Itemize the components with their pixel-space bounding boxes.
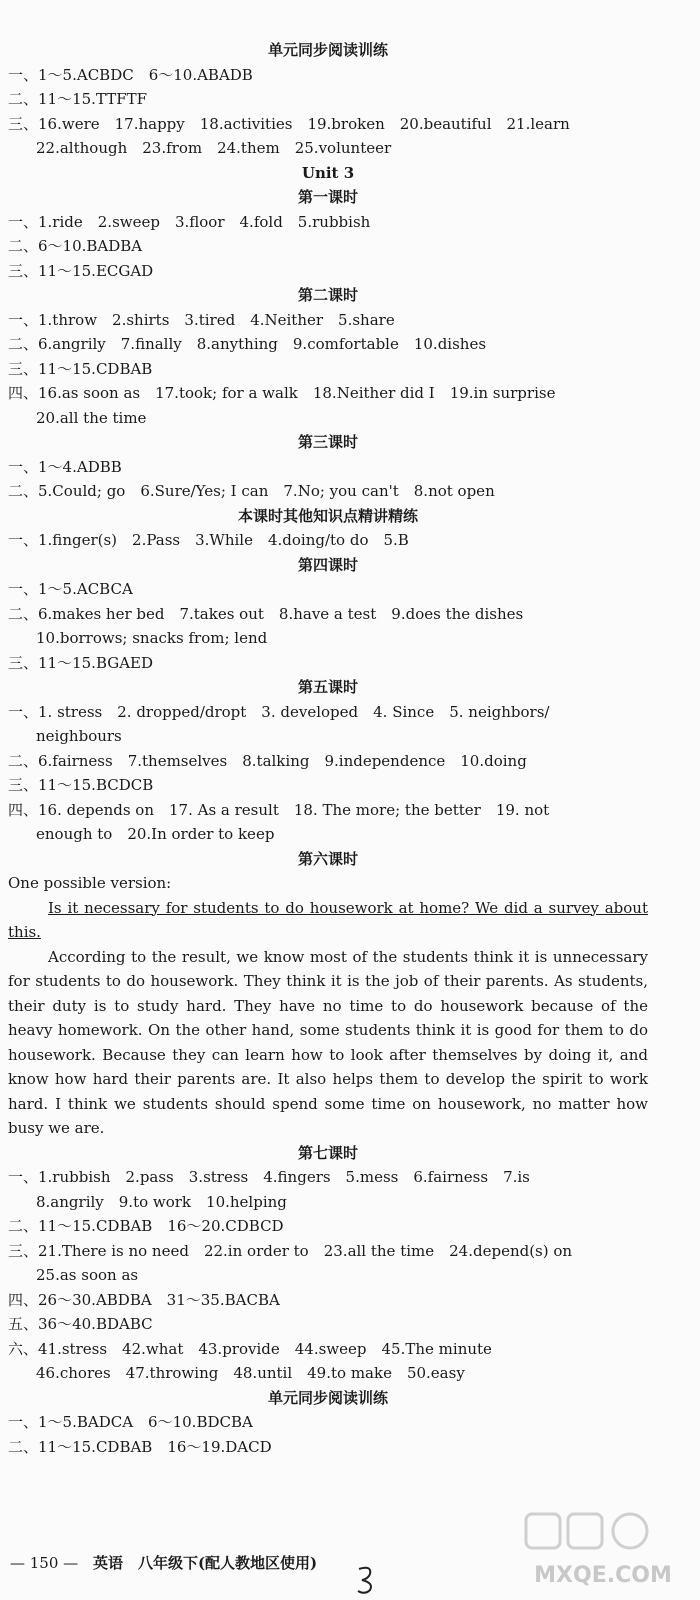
answer-line: 一、1～4.ADBB — [8, 457, 122, 476]
watermark — [518, 1510, 688, 1594]
answer-line: 三、16.were 17.happy 18.activities 19.broken 20.beautiful 21.learn — [8, 114, 570, 133]
section-title: 单元同步阅读训练 — [267, 1388, 388, 1407]
answer-line: 二、6～10.BADBA — [8, 237, 143, 255]
essay-paragraph: According to the result, we know most of the students think it is unnecessary for students to do housework. They think it is the job of their parents. As students, their duty is to study hard. They have no time to do housework because of the heavy homework. On the other hand, some students think it is good for them to do housework. Because they can learn how to look after themselves by doing it, and know how hard their parents are. It also helps them to develop the spirit to work hard. I think we students should spend some time on housework, no matter how busy we are. — [8, 947, 648, 1137]
answer-line: 20.all the time — [36, 408, 147, 427]
answer-line: 46.chores 47.throwing 48.until 49.to make 50.easy — [36, 1364, 465, 1382]
handwritten-mark — [356, 1565, 376, 1599]
answer-line: 10.borrows; snacks from; lend — [36, 629, 268, 647]
answer-line: 一、1～5.ACBCA — [8, 580, 133, 598]
answer-line: 一、1.ride 2.sweep 3.floor 4.fold 5.rubbish — [8, 212, 371, 231]
answer-line: 二、11～15.TTFTF — [8, 90, 148, 108]
answer-line: 二、6.angrily 7.finally 8.anything 9.comfortable 10.dishes — [8, 335, 487, 353]
lesson-title: 第二课时 — [297, 286, 358, 304]
answer-line: enough to 20.In order to keep — [36, 825, 275, 843]
answer-line: 二、5.Could; go 6.Sure/Yes; I can 7.No; you can't 8.not open — [8, 482, 495, 500]
lesson-title: 第七课时 — [297, 1143, 358, 1162]
section-title: 单元同步阅读训练 — [267, 41, 388, 59]
lesson-title: 第五课时 — [297, 678, 358, 696]
answer-line: 一、1.throw 2.shirts 3.tired 4.Neither 5.share — [8, 310, 395, 329]
answer-line: 三、11～15.ECGAD — [8, 261, 154, 280]
page-footer — [10, 1552, 317, 1573]
answer-line: 二、6.fairness 7.themselves 8.talking 9.independence 10.doing — [8, 751, 527, 770]
answer-line: 一、1～5.ACBDC 6～10.ABADB — [8, 65, 253, 84]
answer-line: 六、41.stress 42.what 43.provide 44.sweep 45.The minute — [8, 1339, 492, 1358]
lesson-title: 第四课时 — [297, 555, 358, 574]
lesson-title: 第三课时 — [297, 433, 358, 451]
answer-line: 一、1.rubbish 2.pass 3.stress 4.fingers 5.mess 6.fairness 7.is — [8, 1168, 530, 1186]
answer-line: 一、1. stress 2. dropped/dropt 3. developed 4. Since 5. neighbors/ — [8, 702, 550, 721]
watermark-text: MXQE.COM — [534, 1563, 672, 1588]
answer-line: 一、1～5.BADCA 6～10.BDCBA — [8, 1413, 253, 1431]
answer-line: 四、26～30.ABDBA 31～35.BACBA — [8, 1290, 280, 1309]
answer-line: 四、16.as soon as 17.took; for a walk 18.Neither did I 19.in surprise — [8, 384, 556, 402]
answer-line: 8.angrily 9.to work 10.helping — [36, 1192, 287, 1211]
page-number: — 150 — — [10, 1554, 79, 1572]
answer-line: 五、36～40.BDABC — [8, 1315, 153, 1333]
lesson-title: 第六课时 — [297, 849, 358, 868]
answer-page — [8, 38, 648, 1459]
subsection-title: 本课时其他知识点精讲精练 — [237, 506, 418, 525]
answer-line: 一、1.finger(s) 2.Pass 3.While 4.doing/to do 5.B — [8, 531, 409, 549]
answer-line: 四、16. depends on 17. As a result 18. The more; the better 19. not — [8, 800, 550, 819]
answer-line: neighbours — [36, 727, 122, 745]
answer-line: 22.although 23.from 24.them 25.volunteer — [36, 139, 392, 157]
answer-line: 二、11～15.CDBAB 16～19.DACD — [8, 1437, 272, 1456]
lesson-title: 第一课时 — [297, 188, 358, 206]
answer-line: 二、11～15.CDBAB 16～20.CDBCD — [8, 1217, 284, 1235]
answer-line: 三、11～15.BGAED — [8, 653, 154, 672]
answer-line: 二、6.makes her bed 7.takes out 8.have a test 9.does the dishes — [8, 604, 524, 623]
essay-intro: One possible version: — [8, 874, 172, 892]
answer-logo-icon — [518, 1510, 688, 1594]
answer-line: 三、21.There is no need 22.in order to 23.all the time 24.depend(s) on — [8, 1241, 573, 1260]
book-subject: 英语 八年级下(配人教地区使用) — [92, 1554, 318, 1572]
answer-line: 三、11～15.BCDCB — [8, 776, 154, 794]
essay-paragraph: Is it necessary for students to do housework at home? We did a survey about this. — [8, 898, 648, 941]
answer-line: 三、11～15.CDBAB — [8, 359, 153, 378]
unit-title: Unit 3 — [301, 163, 355, 182]
answer-line: 25.as soon as — [36, 1266, 139, 1284]
